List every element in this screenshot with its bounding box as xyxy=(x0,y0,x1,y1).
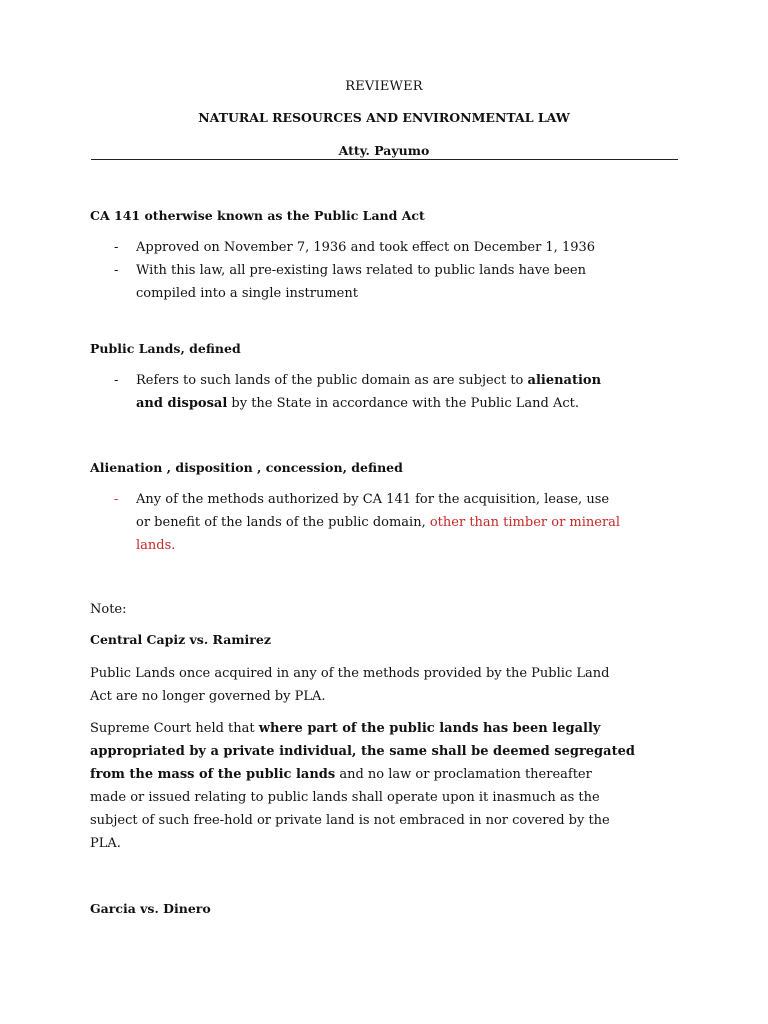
central-capiz-p2-line3: from the mass of the public lands and no law or proclamation thereafter xyxy=(90,767,592,782)
bullet-marker: - xyxy=(114,492,119,507)
alienation-bullet-line1: Any of the methods authorized by CA 141 for the acquisition, lease, use xyxy=(136,492,610,507)
section-heading-alienation: Alienation , disposition , concession, defined xyxy=(90,460,403,475)
bullet-marker: - xyxy=(114,263,119,278)
central-capiz-p2-line6: PLA. xyxy=(90,836,121,851)
doc-subject-title: NATURAL RESOURCES AND ENVIRONMENTAL LAW xyxy=(198,110,570,125)
header-divider xyxy=(91,159,678,160)
central-capiz-p1-line2: Act are no longer governed by PLA. xyxy=(90,689,326,704)
central-capiz-p1-line1: Public Lands once acquired in any of the methods provided by the Public Land xyxy=(90,666,610,681)
case-heading-garcia: Garcia vs. Dinero xyxy=(90,901,211,916)
alienation-bullet-line3: lands. xyxy=(136,538,176,553)
section-heading-ca141: CA 141 otherwise known as the Public Land Act xyxy=(90,208,425,223)
note-label: Note: xyxy=(90,602,127,617)
bullet-marker: - xyxy=(114,240,119,255)
central-capiz-p2-line5: subject of such free-hold or private land is not embraced in nor covered by the xyxy=(90,813,610,828)
case-heading-central-capiz: Central Capiz vs. Ramirez xyxy=(90,632,271,647)
doc-label: REVIEWER xyxy=(345,79,423,94)
central-capiz-p2-line1: Supreme Court held that where part of the public lands has been legally xyxy=(90,721,601,736)
central-capiz-p2-line4: made or issued relating to public lands shall operate upon it inasmuch as the xyxy=(90,790,600,805)
central-capiz-p2-line2: appropriated by a private individual, the same shall be deemed segregated xyxy=(90,744,635,759)
section-heading-public-lands: Public Lands, defined xyxy=(90,341,241,356)
public-lands-bullet-line1: Refers to such lands of the public domain as are subject to alienation xyxy=(136,373,602,388)
ca141-bullet-2-line2: compiled into a single instrument xyxy=(136,286,358,301)
public-lands-bullet-line2: and disposal by the State in accordance with the Public Land Act. xyxy=(136,396,579,411)
bullet-marker: - xyxy=(114,373,119,388)
doc-author: Atty. Payumo xyxy=(338,143,430,158)
ca141-bullet-2-line1: With this law, all pre-existing laws related to public lands have been xyxy=(136,263,586,278)
ca141-bullet-1: Approved on November 7, 1936 and took effect on December 1, 1936 xyxy=(136,240,596,255)
alienation-bullet-line2: or benefit of the lands of the public domain, other than timber or mineral xyxy=(136,515,621,530)
